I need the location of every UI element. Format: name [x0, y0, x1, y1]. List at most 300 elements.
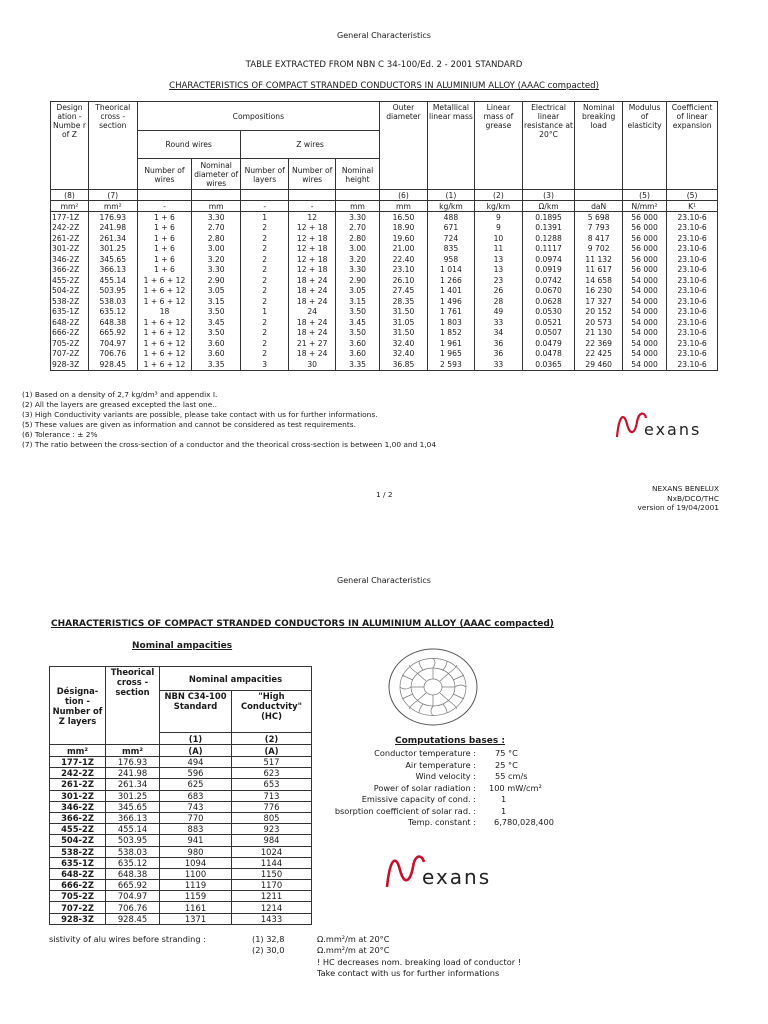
table-cell: 1119 [160, 880, 232, 891]
header-number-of-wires: Number of wires [137, 159, 192, 190]
comp-label-wind: Wind velocity : [415, 771, 476, 781]
table-cell: 18 [137, 307, 192, 318]
amp-header-nominal: Nominal ampacities [160, 667, 312, 691]
amp-header-designation: Désigna- tion - Number of Z layers [50, 667, 106, 745]
table-cell: 11 617 [575, 265, 622, 276]
units-row [51, 201, 718, 212]
header-z-wires: Z wires [240, 131, 379, 159]
table-cell: 3.35 [192, 359, 241, 370]
table-cell: 11 132 [575, 254, 622, 265]
table-row [50, 768, 312, 779]
resistivity-label: sistivity of alu wires before stranding : [49, 934, 206, 944]
row-designation: 666-2Z [50, 880, 106, 891]
table-cell: 3.00 [335, 244, 379, 255]
table-cell: 883 [160, 824, 232, 835]
table-cell: 9 [475, 223, 522, 234]
note-ref-cell [192, 190, 241, 201]
table-cell: 20 573 [575, 317, 622, 328]
header-designation: Design ation - Numbe r of Z [51, 102, 89, 190]
table-cell: 18 + 24 [289, 317, 335, 328]
comp-value-temp-constant: 6,780,028,400 [494, 817, 554, 827]
ampacities-table [49, 666, 312, 925]
note-ref-cell [289, 190, 335, 201]
table-cell: 623 [232, 768, 312, 779]
table-cell: 706.76 [106, 902, 160, 913]
table-cell: 18 + 24 [289, 286, 335, 297]
row-designation: 538-2Z [51, 296, 89, 307]
table-cell: 1 + 6 [137, 233, 192, 244]
table-row [50, 891, 312, 902]
resistivity-value-1: (1) 32,8 [252, 934, 285, 944]
table-cell: 9 702 [575, 244, 622, 255]
table-cell: 1 + 6 [137, 254, 192, 265]
table-cell: 54 000 [622, 338, 666, 349]
table-cell: 1 965 [427, 349, 474, 360]
nexans-wave-icon [384, 852, 426, 890]
row-designation: 504-2Z [51, 286, 89, 297]
table-cell: 1094 [160, 857, 232, 868]
table-cell: 958 [427, 254, 474, 265]
table-cell: 36 [475, 349, 522, 360]
table-cell: 0.0628 [522, 296, 575, 307]
row-designation: 705-2Z [51, 338, 89, 349]
table-cell: 12 [289, 212, 335, 223]
table-cell: 704.97 [106, 891, 160, 902]
row-designation: 346-2Z [50, 801, 106, 812]
table-cell: 648.38 [106, 868, 160, 879]
table-cell: 2.70 [335, 223, 379, 234]
table-cell: 18 + 24 [289, 328, 335, 339]
table-cell: 23.10-6 [667, 244, 718, 255]
table-cell: 56 000 [622, 244, 666, 255]
unit-cell: - [240, 201, 289, 212]
table-cell: 706.76 [88, 349, 137, 360]
table-cell: 3.30 [192, 265, 241, 276]
table-cell: 54 000 [622, 317, 666, 328]
table-row [50, 790, 312, 801]
table-row [50, 824, 312, 835]
table-cell: 3 [240, 359, 289, 370]
table-cell: 3.30 [335, 265, 379, 276]
note-ref-cell: (5) [667, 190, 718, 201]
unit-cell: N/mm² [622, 201, 666, 212]
table-cell: 2.80 [192, 233, 241, 244]
table-cell: 34 [475, 328, 522, 339]
table-cell: 776 [232, 801, 312, 812]
header-modulus: Modulus of elasticity [622, 102, 666, 190]
row-designation: 928-3Z [50, 913, 106, 924]
row-designation: 455-2Z [50, 824, 106, 835]
table-cell: 8 417 [575, 233, 622, 244]
table-row [51, 233, 718, 244]
table-cell: 54 000 [622, 296, 666, 307]
table-cell: 1 + 6 + 12 [137, 328, 192, 339]
table-cell: 3.15 [335, 296, 379, 307]
table-row [51, 254, 718, 265]
table-cell: 923 [232, 824, 312, 835]
amp-header-theoretical: Theorical cross -section [106, 667, 160, 745]
hc-warning-note: ! HC decreases nom. breaking load of conductor ! [317, 957, 521, 967]
table-cell: 23.10-6 [667, 223, 718, 234]
table-cell: 23.10-6 [667, 338, 718, 349]
note-3: (3) High Conductivity variants are possible, please take contact with us for further informations. [22, 410, 378, 419]
table-cell: 16 230 [575, 286, 622, 297]
table-row [51, 212, 718, 223]
table-cell: 28.35 [380, 296, 427, 307]
table-cell: 2 [240, 349, 289, 360]
table-cell: 3.20 [192, 254, 241, 265]
table-cell: 176.93 [106, 757, 160, 768]
row-designation: 635-1Z [50, 857, 106, 868]
table-cell: 1 + 6 + 12 [137, 275, 192, 286]
table-cell: 261.34 [88, 233, 137, 244]
table-row [51, 317, 718, 328]
row-designation: 346-2Z [51, 254, 89, 265]
table-cell: 20 152 [575, 307, 622, 318]
amp-header-hc: "High Conductvity" (HC) [232, 691, 312, 733]
table-cell: 32.40 [380, 338, 427, 349]
table-cell: 3.50 [335, 328, 379, 339]
table-cell: 2.90 [335, 275, 379, 286]
table-cell: 517 [232, 757, 312, 768]
table-cell: 22.40 [380, 254, 427, 265]
table-cell: 3.20 [335, 254, 379, 265]
table-cell: 366.13 [88, 265, 137, 276]
page2-subtitle: Nominal ampacities [132, 641, 233, 651]
comp-value-solar: 100 mW/cm² [489, 782, 542, 793]
table-row [50, 868, 312, 879]
table-cell: 770 [160, 812, 232, 823]
table-cell: 2 [240, 328, 289, 339]
table-body [51, 212, 718, 371]
table-cell: 366.13 [106, 812, 160, 823]
table-cell: 1 852 [427, 328, 474, 339]
table-cell: 980 [160, 846, 232, 857]
table-cell: 17 327 [575, 296, 622, 307]
amp-header-nbn-ref: (1) [160, 733, 232, 745]
page2-header-title: General Characteristics [337, 576, 431, 585]
table-cell: 345.65 [106, 801, 160, 812]
comp-label-conductor-temp: Conductor temperature : [374, 748, 476, 758]
note-ref-cell [575, 190, 622, 201]
table-cell: 18 + 24 [289, 296, 335, 307]
table-cell: 23 [475, 275, 522, 286]
table-cell: 7 793 [575, 223, 622, 234]
table-cell: 12 + 18 [289, 223, 335, 234]
table-cell: 0.0479 [522, 338, 575, 349]
nexans-wave-icon [614, 410, 648, 440]
table-cell: 0.0919 [522, 265, 575, 276]
row-designation: 366-2Z [50, 812, 106, 823]
table-cell: 805 [232, 812, 312, 823]
unit-cell: mm [380, 201, 427, 212]
table-cell: 23.10-6 [667, 233, 718, 244]
table-cell: 2 [240, 223, 289, 234]
amp-unit-section: mm² [106, 745, 160, 757]
table-cell: 36 [475, 338, 522, 349]
unit-cell: mm [335, 201, 379, 212]
table-cell: 1 961 [427, 338, 474, 349]
table-cell: 2 [240, 275, 289, 286]
table-cell: 494 [160, 757, 232, 768]
header-theoretical-section: Theorical cross -section [88, 102, 137, 190]
note-ref-cell [240, 190, 289, 201]
row-designation: 301-2Z [51, 244, 89, 255]
table-cell: 1 [240, 212, 289, 223]
table-cell: 1 014 [427, 265, 474, 276]
table-cell: 653 [232, 779, 312, 790]
table-cell: 49 [475, 307, 522, 318]
table-cell: 28 [475, 296, 522, 307]
header-number-of-layers: Number of layers [240, 159, 289, 190]
table-row [51, 286, 718, 297]
table-cell: 13 [475, 254, 522, 265]
table-cell: 23.10-6 [667, 265, 718, 276]
row-designation: 301-2Z [50, 790, 106, 801]
note-ref-cell: (1) [427, 190, 474, 201]
header-grease-mass: Linear mass of grease [475, 102, 522, 190]
table-cell: 22 425 [575, 349, 622, 360]
table-cell: 941 [160, 835, 232, 846]
resistivity-unit-1: Ω.mm²/m at 20°C [317, 934, 390, 944]
header-round-wires: Round wires [137, 131, 240, 159]
table-cell: 455.14 [88, 275, 137, 286]
comp-value-conductor-temp: 75 °C [495, 748, 518, 758]
note-ref-cell: (8) [51, 190, 89, 201]
table-cell: 1159 [160, 891, 232, 902]
page1-header-title: General Characteristics [337, 31, 431, 40]
table-cell: 503.95 [106, 835, 160, 846]
table-cell: 1024 [232, 846, 312, 857]
table-row [50, 812, 312, 823]
table-row [51, 307, 718, 318]
row-designation: 242-2Z [51, 223, 89, 234]
table-cell: 538.03 [88, 296, 137, 307]
row-designation: 366-2Z [51, 265, 89, 276]
table-cell: 5 698 [575, 212, 622, 223]
table-cell: 21.00 [380, 244, 427, 255]
table-cell: 14 658 [575, 275, 622, 286]
table-cell: 704.97 [88, 338, 137, 349]
comp-label-air-temp: Air temperature : [405, 759, 476, 770]
unit-cell: mm [192, 201, 241, 212]
table-cell: 455.14 [106, 824, 160, 835]
table-cell: 1 [240, 307, 289, 318]
version-date: version of 19/04/2001 [637, 503, 719, 512]
table-cell: 1371 [160, 913, 232, 924]
header-nominal-diameter: Nominal diameter of wires [192, 159, 241, 190]
table-cell: 683 [160, 790, 232, 801]
row-designation: 705-2Z [50, 891, 106, 902]
row-designation: 928-3Z [51, 359, 89, 370]
row-designation: 707-2Z [50, 902, 106, 913]
note-ref-cell: (2) [475, 190, 522, 201]
amp-header-hc-ref: (2) [232, 733, 312, 745]
table-cell: 2 [240, 254, 289, 265]
page2-title: CHARACTERISTICS OF COMPACT STRANDED CONDUCTORS IN ALUMINIUM ALLOY (AAAC compacted) [51, 619, 554, 629]
note-ref-cell [137, 190, 192, 201]
table-cell: 0.1117 [522, 244, 575, 255]
table-cell: 33 [475, 359, 522, 370]
table-cell: 1 761 [427, 307, 474, 318]
table-cell: 0.1895 [522, 212, 575, 223]
table-cell: 665.92 [88, 328, 137, 339]
note-ref-cell [335, 190, 379, 201]
table-cell: 1 + 6 + 12 [137, 349, 192, 360]
table-cell: 16.50 [380, 212, 427, 223]
note-reference-row [51, 190, 718, 201]
table-row [50, 779, 312, 790]
table-cell: 3.45 [192, 317, 241, 328]
table-cell: 18.90 [380, 223, 427, 234]
table-cell: 671 [427, 223, 474, 234]
table-cell: 9 [475, 212, 522, 223]
table-cell: 0.0521 [522, 317, 575, 328]
row-designation: 648-2Z [51, 317, 89, 328]
table-cell: 2 [240, 317, 289, 328]
unit-cell: - [137, 201, 192, 212]
table-cell: 21 130 [575, 328, 622, 339]
table-cell: 0.0365 [522, 359, 575, 370]
table-cell: 3.30 [192, 212, 241, 223]
table-cell: 241.98 [88, 223, 137, 234]
table-cell: 3.35 [335, 359, 379, 370]
table-cell: 23.10-6 [667, 296, 718, 307]
table-cell: 1100 [160, 868, 232, 879]
table-cell: 3.60 [335, 338, 379, 349]
unit-cell: kg/km [475, 201, 522, 212]
table-cell: 23.10-6 [667, 307, 718, 318]
table-cell: 2 [240, 296, 289, 307]
row-designation: 177-1Z [50, 757, 106, 768]
table-cell: 1150 [232, 868, 312, 879]
table-cell: 54 000 [622, 349, 666, 360]
table-cell: 19.60 [380, 233, 427, 244]
table-cell: 12 + 18 [289, 233, 335, 244]
table-row [50, 801, 312, 812]
note-ref-cell: (6) [380, 190, 427, 201]
page-number: 1 / 2 [376, 490, 393, 499]
page1-table-title: CHARACTERISTICS OF COMPACT STRANDED CONDUCTORS IN ALUMINIUM ALLOY (AAAC compacted) [169, 81, 599, 91]
header-compositions: Compositions [137, 102, 380, 131]
table-cell: 36.85 [380, 359, 427, 370]
table-cell: 3.15 [192, 296, 241, 307]
company-name: NEXANS BENELUX [651, 484, 719, 493]
table-cell: 3.30 [335, 212, 379, 223]
table-cell: 301.25 [106, 790, 160, 801]
table-cell: 0.0478 [522, 349, 575, 360]
table-cell: 31.50 [380, 328, 427, 339]
table-cell: 3.60 [192, 349, 241, 360]
table-cell: 23.10-6 [667, 286, 718, 297]
table-cell: 12 + 18 [289, 265, 335, 276]
hc-contact-note: Take contact with us for further informations [317, 968, 500, 978]
table-cell: 1 + 6 + 12 [137, 317, 192, 328]
unit-cell: daN [575, 201, 622, 212]
row-designation: 504-2Z [50, 835, 106, 846]
table-cell: 54 000 [622, 286, 666, 297]
table-cell: 23.10 [380, 265, 427, 276]
unit-cell: K¹ [667, 201, 718, 212]
table-cell: 56 000 [622, 254, 666, 265]
table-cell: 261.34 [106, 779, 160, 790]
table-row [51, 338, 718, 349]
table-row [51, 244, 718, 255]
table-cell: 23.10-6 [667, 328, 718, 339]
table-row [51, 349, 718, 360]
row-designation: 635-1Z [51, 307, 89, 318]
table-cell: 54 000 [622, 275, 666, 286]
table-cell: 1161 [160, 902, 232, 913]
table-row [51, 223, 718, 234]
table-cell: 596 [160, 768, 232, 779]
table-cell: 30 [289, 359, 335, 370]
table-cell: 3.60 [192, 338, 241, 349]
table-cell: 928.45 [88, 359, 137, 370]
table-cell: 18 + 24 [289, 275, 335, 286]
note-1: (1) Based on a density of 2,7 kg/dm³ and appendix I. [22, 390, 218, 399]
table-cell: 12 + 18 [289, 244, 335, 255]
table-cell: 0.0507 [522, 328, 575, 339]
unit-cell: kg/km [427, 201, 474, 212]
amp-unit-designation: mm² [50, 745, 106, 757]
table-cell: 0.0670 [522, 286, 575, 297]
computations-title: Computations bases : [395, 736, 505, 746]
conductor-cross-section-icon [385, 647, 481, 727]
comp-label-emissive: Emissive capacity of cond. : [361, 794, 476, 804]
comp-value-wind: 55 cm/s [495, 771, 528, 781]
table-cell: 1 496 [427, 296, 474, 307]
table-cell: 648.38 [88, 317, 137, 328]
header-outer-diameter: Outer diameter [380, 102, 427, 190]
table-cell: 1144 [232, 857, 312, 868]
note-ref-cell: (3) [522, 190, 575, 201]
note-ref-cell: (7) [88, 190, 137, 201]
table-cell: 24 [289, 307, 335, 318]
table-cell: 32.40 [380, 349, 427, 360]
table-cell: 984 [232, 835, 312, 846]
table-cell: 3.00 [192, 244, 241, 255]
table-cell: 713 [232, 790, 312, 801]
table-cell: 29 460 [575, 359, 622, 370]
table-cell: 13 [475, 265, 522, 276]
table-cell: 1170 [232, 880, 312, 891]
table-cell: 1 + 6 [137, 223, 192, 234]
table-cell: 3.50 [192, 328, 241, 339]
comp-label-absorption: bsorption coefficient of solar rad. : [334, 805, 476, 816]
comp-value-air-temp: 25 °C [495, 759, 518, 770]
comp-label-temp-constant: Temp. constant : [408, 817, 476, 827]
table-cell: 23.10-6 [667, 359, 718, 370]
table-cell: 2 593 [427, 359, 474, 370]
table-cell: 3.05 [192, 286, 241, 297]
table-cell: 23.10-6 [667, 275, 718, 286]
row-designation: 707-2Z [51, 349, 89, 360]
table-cell: 2 [240, 286, 289, 297]
table-cell: 23.10-6 [667, 254, 718, 265]
table-row [50, 902, 312, 913]
table-cell: 176.93 [88, 212, 137, 223]
table-row [50, 857, 312, 868]
comp-value-emissive: 1 [501, 794, 507, 804]
row-designation: 666-2Z [51, 328, 89, 339]
table-cell: 1 + 6 [137, 244, 192, 255]
note-ref-cell: (5) [622, 190, 666, 201]
nexans-logo-text: exans [644, 420, 702, 439]
table-cell: 2 [240, 338, 289, 349]
table-cell: 488 [427, 212, 474, 223]
table-row [50, 880, 312, 891]
